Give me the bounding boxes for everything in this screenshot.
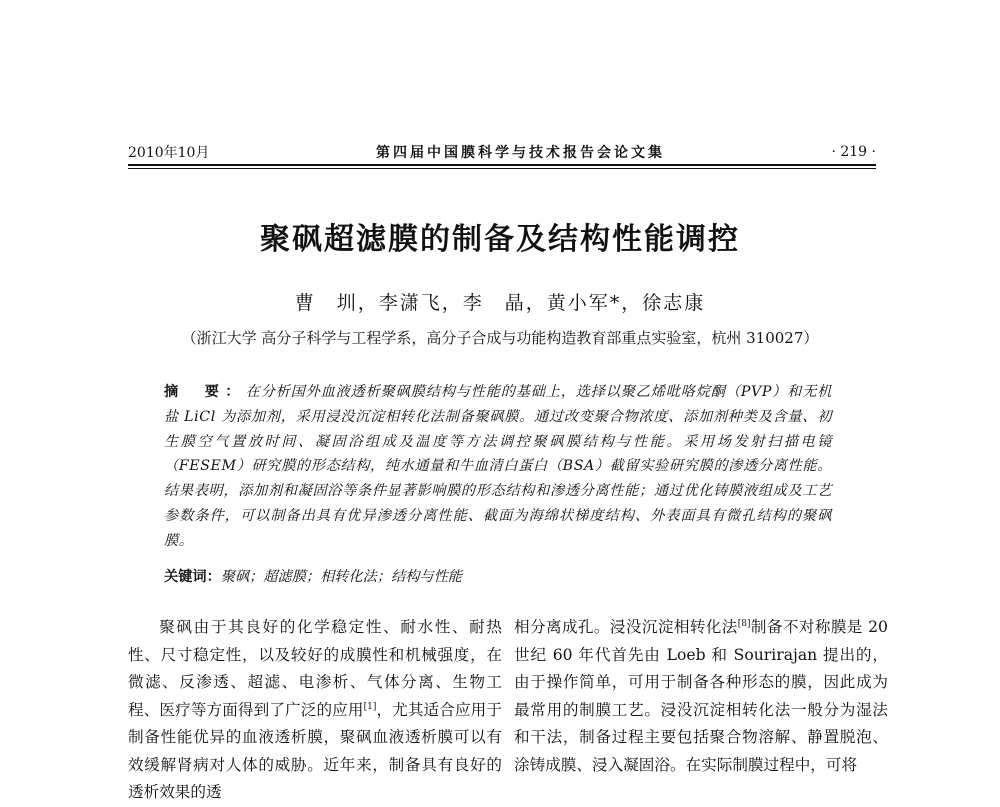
body-text: 聚砜由于其良好的化学稳定性、耐水性、耐热性、尺寸稳定性，以及较好的成膜性和机械强度，在微滤、反渗透、超滤、电渗析、气体分离、生物工程、医疗等方面得到了广泛的应用: [128, 618, 502, 719]
paper-title: 聚砜超滤膜的制备及结构性能调控: [260, 222, 740, 257]
header-page-number: · 219 ·: [831, 144, 876, 160]
keywords: [164, 565, 832, 589]
body-text: 相分离成孔。浸没沉淀相转化法: [514, 618, 738, 636]
header-rule-thick: [128, 164, 876, 166]
abstract: [164, 380, 832, 554]
header-journal-title: 第四届中国膜科学与技术报告会论文集: [375, 145, 665, 161]
running-header: [128, 141, 876, 163]
keywords-text: 聚砜；超滤膜；相转化法；结构与性能: [220, 569, 462, 585]
body-column-right: [514, 614, 888, 779]
body-paragraph: [514, 614, 888, 779]
abstract-text: 在分析国外血液透析聚砜膜结构与性能的基础上，选择以聚乙烯吡咯烷酮（PVP）和无机盐 LiCl 为添加剂，采用浸没沉淀相转化法制备聚砜膜。通过改变聚合物浓度、添加剂种类及含量、初生膜空气置放时间、凝固浴组成及温度等方法调控聚砜膜结构与性能。采用场发射扫描电镜（FESEM）研究膜的形态结构，纯水通量和牛血清白蛋白（BSA）截留实验研究膜的渗透分离性能。结果表明，添加剂和凝固浴等条件显著影响膜的形态结构和渗透分离性能；通过优化铸膜液组成及工艺参数条件，可以制备出具有优异渗透分离性能、截面为海绵状梯度结构、外表面具有微孔结构的聚砜膜。: [164, 384, 832, 549]
abstract-label: 摘 要：: [164, 384, 246, 400]
body-text: 制备不对称膜是 20 世纪 60 年代首先由 Loeb 和 Sourirajan 提出的，由于操作简单，可用于制备各种形态的膜，因此成为最常用的制膜工艺。浸没沉淀相转化法一般分为湿法和干法，制备过程主要包括聚合物溶解、静置脱泡、涂铸成膜、浸入凝固浴。在实际制膜过程中，可将: [514, 618, 888, 774]
body-text: ，尤其适合应用于制备性能优异的血液透析膜，聚砜血液透析膜可以有效缓解肾病对人体的威胁。近年来，制备具有良好的透析效果的透: [128, 700, 502, 801]
header-rule-thin: [128, 168, 876, 169]
body-paragraph: [128, 614, 502, 807]
citation-ref: [8]: [737, 618, 751, 629]
author-list: 曹 圳，李潇飞，李 晶，黄小军*，徐志康: [294, 292, 706, 314]
header-date: 2010年10月: [128, 145, 210, 161]
keywords-label: 关键词：: [164, 569, 221, 585]
body-column-left: [128, 614, 502, 807]
citation-ref: [1]: [363, 701, 377, 712]
affiliation: （浙江大学 高分子科学与工程学系，高分子合成与功能构造教育部重点实验室，杭州 310027）: [181, 329, 819, 347]
